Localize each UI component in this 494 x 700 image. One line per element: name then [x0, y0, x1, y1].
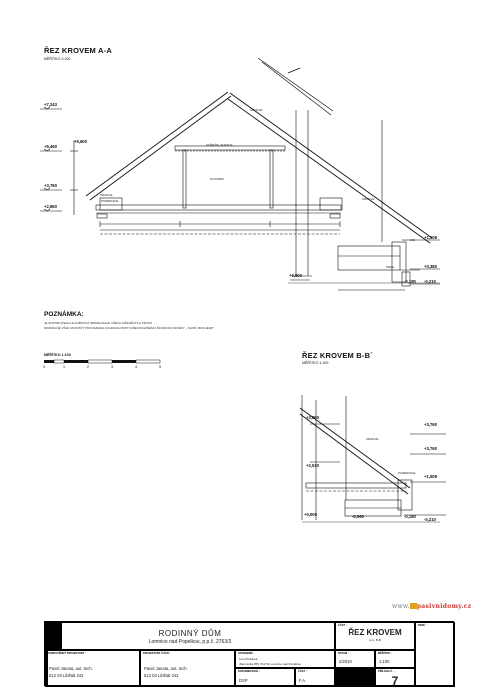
- svg-text:VAZNICE: VAZNICE: [402, 238, 415, 242]
- svg-text:KROKVE: KROKVE: [362, 197, 375, 201]
- house-icon: [410, 603, 417, 609]
- logo-domain: pasivnidomy.cz: [416, 603, 472, 610]
- pare-cell: [415, 622, 455, 687]
- drawing-sub: A-A, B-B: [369, 638, 381, 642]
- stav-name: Lenti Pekárek: [239, 657, 258, 661]
- dok-value: DSP: [239, 678, 248, 683]
- scale-tick-4: 4: [135, 365, 137, 369]
- stav-label: STAVEBNÍK :: [238, 652, 255, 655]
- meritko-value: 1:100: [379, 659, 390, 664]
- stav-cell: [235, 650, 335, 668]
- post-left: [183, 150, 186, 208]
- note-line-1: JE DOPORUČENA HLOUBKOVÁ IMPREGNACE VŠECH DŘEVĚNÝCH PRVKŮ: [44, 321, 153, 325]
- svg-text:POZEDNICE: POZEDNICE: [101, 199, 119, 203]
- drawing-cell: [335, 622, 415, 650]
- svg-text:POZEDNICE: POZEDNICE: [398, 471, 416, 475]
- cast2-cell: [295, 668, 335, 687]
- pare-label: PARÉ :: [418, 624, 427, 627]
- logo: [392, 603, 471, 610]
- floor-beam: [96, 205, 341, 210]
- note-title: POZNÁMKA:: [44, 311, 84, 318]
- upper-rafter: [258, 58, 333, 115]
- svg-text:SLOUPEK: SLOUPEK: [210, 177, 225, 181]
- cast-label: ČÁST :: [338, 624, 347, 627]
- level-a7: +0,380: [424, 264, 437, 269]
- zodp-label: ZODPOVĚDNÝ PROJEKTANT :: [48, 652, 86, 655]
- note-line-2: MINIMÁLNĚ VŠAK MUSÍ BÝT PROVEDENA OCHRANA PROTI DŘEVOKAZNÉMU ŠKŮDCŮM NÁTĚRY – NAPŘ. BOCHEMIT: [44, 326, 214, 330]
- zodp-cell: [45, 650, 140, 687]
- svg-text:KROKVE: KROKVE: [250, 108, 263, 112]
- scale-tick-0: 0: [43, 365, 45, 369]
- level-b7: -0,060: [352, 514, 364, 519]
- title-block-black-strip: [44, 649, 48, 686]
- zodp-addr: 512 03 Libštát 242: [49, 673, 84, 678]
- black-block: [335, 668, 375, 687]
- zodp-name: Pavel Janata, aut. tech.: [49, 666, 93, 671]
- level-b5: +1,508: [424, 474, 437, 479]
- level-b3: +2,510: [306, 463, 319, 468]
- section-b-title: ŘEZ KROVEM B-B´: [302, 351, 373, 360]
- priloha-label: PŘÍLOHA Č. :: [378, 670, 395, 673]
- level-b1: +3,760: [424, 422, 437, 427]
- scale-tick-1: 1: [63, 365, 65, 369]
- dok-label: DOKUMENTACE :: [238, 670, 260, 673]
- level-a5: +1,508: [424, 235, 437, 240]
- scale-bar-graphic: [44, 360, 160, 363]
- level-a3: +3,760: [44, 183, 57, 188]
- section-a-scale: MĚŘÍTKO 1:100: [44, 57, 71, 61]
- priloha-cell: [375, 668, 415, 687]
- datum-label: DATUM :: [338, 652, 349, 655]
- section-a-title: ŘEZ KROVEM A-A: [44, 46, 112, 55]
- dok-cell: [235, 668, 295, 687]
- svg-text:KROKVE: KROKVE: [366, 437, 379, 441]
- level-a8: -0,180: [404, 279, 416, 284]
- level-b2: +2,860: [306, 415, 319, 420]
- post-right: [270, 150, 273, 208]
- level-a1: +7,243: [44, 102, 57, 107]
- meritko-label: MĚŘÍTKO :: [378, 652, 392, 655]
- level-b8: -0,180: [404, 514, 416, 519]
- level-a2: +5,460: [44, 144, 57, 149]
- logo-prefix: www.: [392, 603, 410, 610]
- level-a2b: +5,600: [74, 139, 87, 144]
- level-a6: +0,000: [289, 273, 302, 278]
- proj-addr: 512 03 Libštát 242: [144, 673, 179, 678]
- title-block: [44, 621, 454, 686]
- priloha-value: 7: [391, 674, 399, 688]
- svg-text:KROKVE: KROKVE: [100, 193, 113, 197]
- proj-cell: [140, 650, 235, 687]
- project-location: Lomnice nad Popelkou, p.p.č. 2763/3: [148, 639, 232, 645]
- cast2-label: ČÁST :: [298, 670, 307, 673]
- cast2-value: F.A.: [299, 678, 307, 683]
- section-b-scale: MĚŘÍTKO 1:100: [302, 361, 329, 365]
- scale-tick-2: 2: [87, 365, 89, 369]
- scale-tick-3: 3: [111, 365, 113, 369]
- level-a4: +2,860: [44, 204, 57, 209]
- datum-value: 2/2010: [339, 659, 352, 664]
- level-b6: +0,000: [304, 512, 317, 517]
- level-b4: +3,760: [424, 446, 437, 451]
- scale-bar-label: MĚŘÍTKO 1:100: [44, 353, 71, 357]
- proj-name: Pavel Janata, aut. tech.: [144, 666, 188, 671]
- section-b-drawing: [300, 395, 446, 522]
- stav-addr: Jilemnická 355, 512 51 Lomnice nad Popelkou: [239, 662, 302, 666]
- title-block-black-corner: [44, 621, 62, 649]
- level-b9: -0,210: [424, 517, 436, 522]
- datum-cell: [335, 650, 375, 668]
- akce-cell: [45, 622, 335, 650]
- drawing-name: ŘEZ KROVEM: [348, 628, 402, 637]
- scale-tick-5: 5: [159, 365, 161, 369]
- svg-text:STŘEŠNÍ VAZNICE: STŘEŠNÍ VAZNICE: [206, 143, 233, 147]
- project-name: RODINNÝ DŮM: [158, 629, 222, 638]
- meritko-cell: [375, 650, 415, 668]
- rafter-right: [228, 93, 432, 243]
- level-a9: -0,210: [424, 279, 436, 284]
- proj-label: PROJEKTANT ČÁSTI :: [143, 652, 171, 655]
- svg-text:PRAH: PRAH: [386, 265, 395, 269]
